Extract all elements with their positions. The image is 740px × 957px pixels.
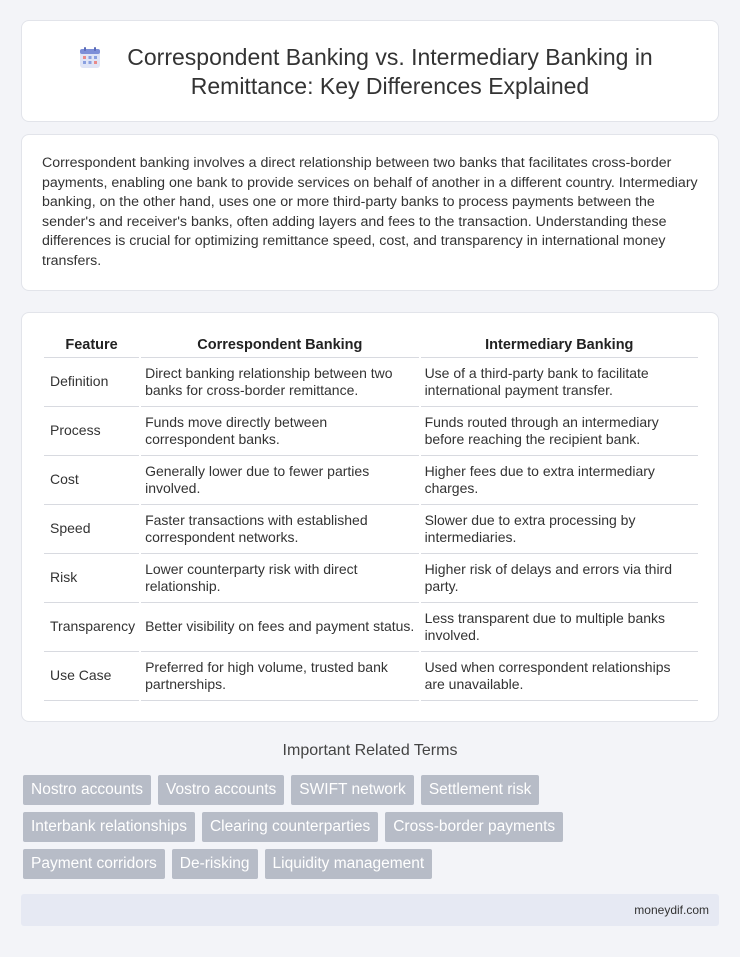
intermediary-cell: Use of a third-party bank to facilitate international payment transfer. [421,358,698,407]
intro-card [21,134,719,291]
intermediary-cell: Funds routed through an intermediary before reaching the recipient bank. [421,407,698,456]
related-terms-list [23,775,663,886]
related-terms-title: Important Related Terms [282,742,458,759]
feature-cell: Definition [44,358,139,407]
tag-swift-network[interactable]: SWIFT network [291,775,414,805]
intermediary-cell: Less transparent due to multiple banks involved. [421,603,698,652]
tag-settlement-risk[interactable]: Settlement risk [421,775,540,805]
tag-vostro-accounts[interactable]: Vostro accounts [158,775,284,805]
table-row [44,407,698,456]
correspondent-cell: Better visibility on fees and payment status. [141,603,418,652]
tag-nostro-accounts[interactable]: Nostro accounts [23,775,151,805]
correspondent-cell: Lower counterparty risk with direct relationship. [141,554,418,603]
intermediary-cell: Slower due to extra processing by intermediaries. [421,505,698,554]
page-title: Correspondent Banking vs. Intermediary Banking in Remittance: Key Differences Explained [127,44,653,99]
tag-liquidity-management[interactable]: Liquidity management [265,849,433,879]
tag-cross-border-payments[interactable]: Cross-border payments [385,812,563,842]
correspondent-cell: Funds move directly between correspondent banks. [141,407,418,456]
intermediary-cell: Used when correspondent relationships are unavailable. [421,652,698,701]
feature-cell: Speed [44,505,139,554]
footer-site-link[interactable]: moneydif.com [634,903,709,917]
feature-cell: Transparency [44,603,139,652]
feature-cell: Risk [44,554,139,603]
correspondent-cell: Preferred for high volume, trusted bank partnerships. [141,652,418,701]
correspondent-cell: Generally lower due to fewer parties involved. [141,456,418,505]
table-row [44,554,698,603]
header-card [21,20,719,122]
header-intermediary: Intermediary Banking [421,332,698,358]
feature-cell: Cost [44,456,139,505]
intro-paragraph: Correspondent banking involves a direct relationship between two banks that facilitates cross-border payments, enabling one bank to provide services on behalf of another in a different country. Intermediary banking, on the other hand, uses one or more third-party banks to process payments between the sender's and receiver's banks, often adding layers and fees to the transaction. Understanding these differences is crucial for optimizing remittance speed, cost, and transparency in international money transfers. [42,155,698,269]
comparison-table [42,332,700,701]
tag-de-risking[interactable]: De-risking [172,849,258,879]
intermediary-cell: Higher fees due to extra intermediary charges. [421,456,698,505]
table-row [44,456,698,505]
footer [21,894,719,926]
comparison-table-card [21,312,719,722]
table-row [44,652,698,701]
tag-clearing-counterparties[interactable]: Clearing counterparties [202,812,378,842]
correspondent-cell: Direct banking relationship between two banks for cross-border remittance. [141,358,418,407]
intermediary-cell: Higher risk of delays and errors via third party. [421,554,698,603]
table-row [44,505,698,554]
header-feature: Feature [44,332,139,358]
table-row [44,358,698,407]
tag-payment-corridors[interactable]: Payment corridors [23,849,165,879]
table-header-row [44,332,698,358]
header-correspondent: Correspondent Banking [141,332,418,358]
correspondent-cell: Faster transactions with established correspondent networks. [141,505,418,554]
feature-cell: Process [44,407,139,456]
table-row [44,603,698,652]
feature-cell: Use Case [44,652,139,701]
tag-interbank-relationships[interactable]: Interbank relationships [23,812,195,842]
